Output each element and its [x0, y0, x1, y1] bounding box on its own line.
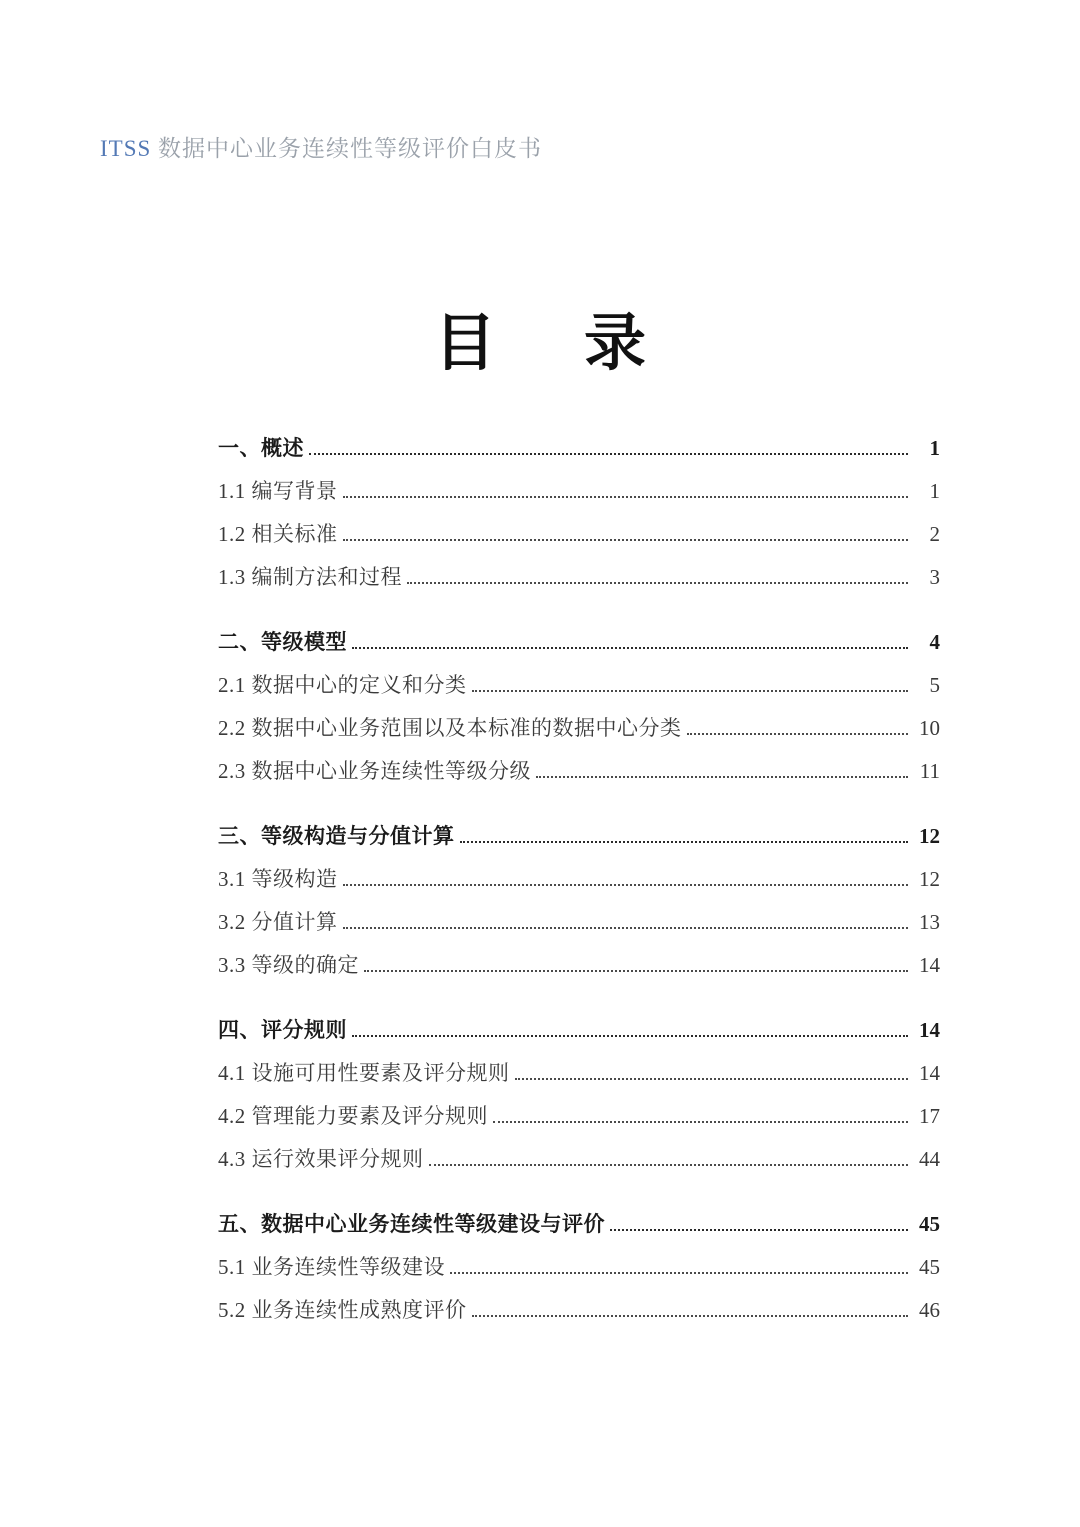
running-header — [100, 130, 542, 163]
toc-entry-title: 四、评分规则 — [218, 1018, 347, 1042]
toc-sub-entry — [218, 760, 940, 783]
dot-leader — [536, 776, 908, 778]
toc-entry-title: 4.2 管理能力要素及评分规则 — [218, 1104, 488, 1128]
dot-leader — [364, 970, 908, 972]
toc-entry-title: 1.2 相关标准 — [218, 522, 338, 546]
dot-leader — [343, 884, 909, 886]
toc-entry-title: 5.2 业务连续性成熟度评价 — [218, 1298, 467, 1322]
toc-entry-title: 2.1 数据中心的定义和分类 — [218, 673, 467, 697]
toc-entry-title: 2.3 数据中心业务连续性等级分级 — [218, 759, 531, 783]
toc-sub-entry — [218, 523, 940, 546]
toc-page-number: 4 — [929, 630, 940, 654]
toc-entry-title: 二、等级模型 — [218, 630, 347, 654]
toc-page-number: 14 — [919, 1018, 940, 1042]
dot-leader — [309, 453, 908, 455]
dot-leader — [493, 1121, 908, 1123]
toc-page-number: 12 — [919, 824, 940, 848]
toc-sub-entry — [218, 1105, 940, 1128]
toc-entry-title: 1.3 编制方法和过程 — [218, 565, 402, 589]
toc-page-number: 2 — [929, 522, 940, 546]
toc-page-number: 46 — [919, 1298, 940, 1322]
toc-page-number: 10 — [919, 716, 940, 740]
toc-sub-entry — [218, 954, 940, 977]
dot-leader — [352, 1035, 908, 1037]
toc-entry-title: 一、概述 — [218, 436, 304, 460]
toc-page-number: 1 — [929, 436, 940, 460]
toc-sub-entry — [218, 566, 940, 589]
toc-page-number: 11 — [919, 759, 940, 783]
toc-section-entry — [218, 437, 940, 460]
toc-page-number: 45 — [919, 1212, 940, 1236]
toc-section-entry — [218, 1213, 940, 1236]
table-of-contents — [218, 437, 940, 1342]
dot-leader — [610, 1229, 908, 1231]
toc-entry-title: 3.1 等级构造 — [218, 867, 338, 891]
toc-page-number: 17 — [919, 1104, 940, 1128]
toc-page-number: 14 — [919, 1061, 940, 1085]
dot-leader — [460, 841, 909, 843]
toc-page-number: 3 — [929, 565, 940, 589]
toc-entry-title: 2.2 数据中心业务范围以及本标准的数据中心分类 — [218, 716, 682, 740]
dot-leader — [515, 1078, 909, 1080]
toc-sub-entry — [218, 1062, 940, 1085]
toc-sub-entry — [218, 1256, 940, 1279]
dot-leader — [407, 582, 908, 584]
toc-entry-title: 3.3 等级的确定 — [218, 953, 359, 977]
page-title-char-left: 目 — [433, 310, 496, 378]
toc-sub-entry — [218, 717, 940, 740]
page-title — [0, 293, 1080, 382]
dot-leader — [472, 1315, 909, 1317]
toc-entry-title: 4.3 运行效果评分规则 — [218, 1147, 424, 1171]
toc-entry-title: 3.2 分值计算 — [218, 910, 338, 934]
brand-text: ITSS — [100, 136, 152, 161]
dot-leader — [352, 647, 908, 649]
toc-entry-title: 1.1 编写背景 — [218, 479, 338, 503]
toc-sub-entry — [218, 911, 940, 934]
toc-page-number: 1 — [929, 479, 940, 503]
toc-page-number: 14 — [919, 953, 940, 977]
toc-entry-title: 5.1 业务连续性等级建设 — [218, 1255, 445, 1279]
dot-leader — [343, 927, 909, 929]
toc-section-entry — [218, 1019, 940, 1042]
toc-sub-entry — [218, 1299, 940, 1322]
dot-leader — [472, 690, 909, 692]
toc-sub-entry — [218, 1148, 940, 1171]
toc-sub-entry — [218, 480, 940, 503]
toc-page-number: 12 — [919, 867, 940, 891]
toc-page-number: 44 — [919, 1147, 940, 1171]
dot-leader — [429, 1164, 909, 1166]
toc-entry-title: 三、等级构造与分值计算 — [218, 824, 455, 848]
dot-leader — [343, 539, 909, 541]
toc-page-number: 45 — [919, 1255, 940, 1279]
toc-section-entry — [218, 825, 940, 848]
toc-page-number: 13 — [919, 910, 940, 934]
dot-leader — [343, 496, 909, 498]
dot-leader — [450, 1272, 908, 1274]
toc-sub-entry — [218, 868, 940, 891]
document-title-text: 数据中心业务连续性等级评价白皮书 — [158, 136, 543, 161]
toc-page-number: 5 — [929, 673, 940, 697]
toc-entry-title: 五、数据中心业务连续性等级建设与评价 — [218, 1212, 605, 1236]
page-title-char-right: 录 — [584, 310, 647, 378]
dot-leader — [687, 733, 909, 735]
toc-section-entry — [218, 631, 940, 654]
toc-sub-entry — [218, 674, 940, 697]
toc-entry-title: 4.1 设施可用性要素及评分规则 — [218, 1061, 510, 1085]
